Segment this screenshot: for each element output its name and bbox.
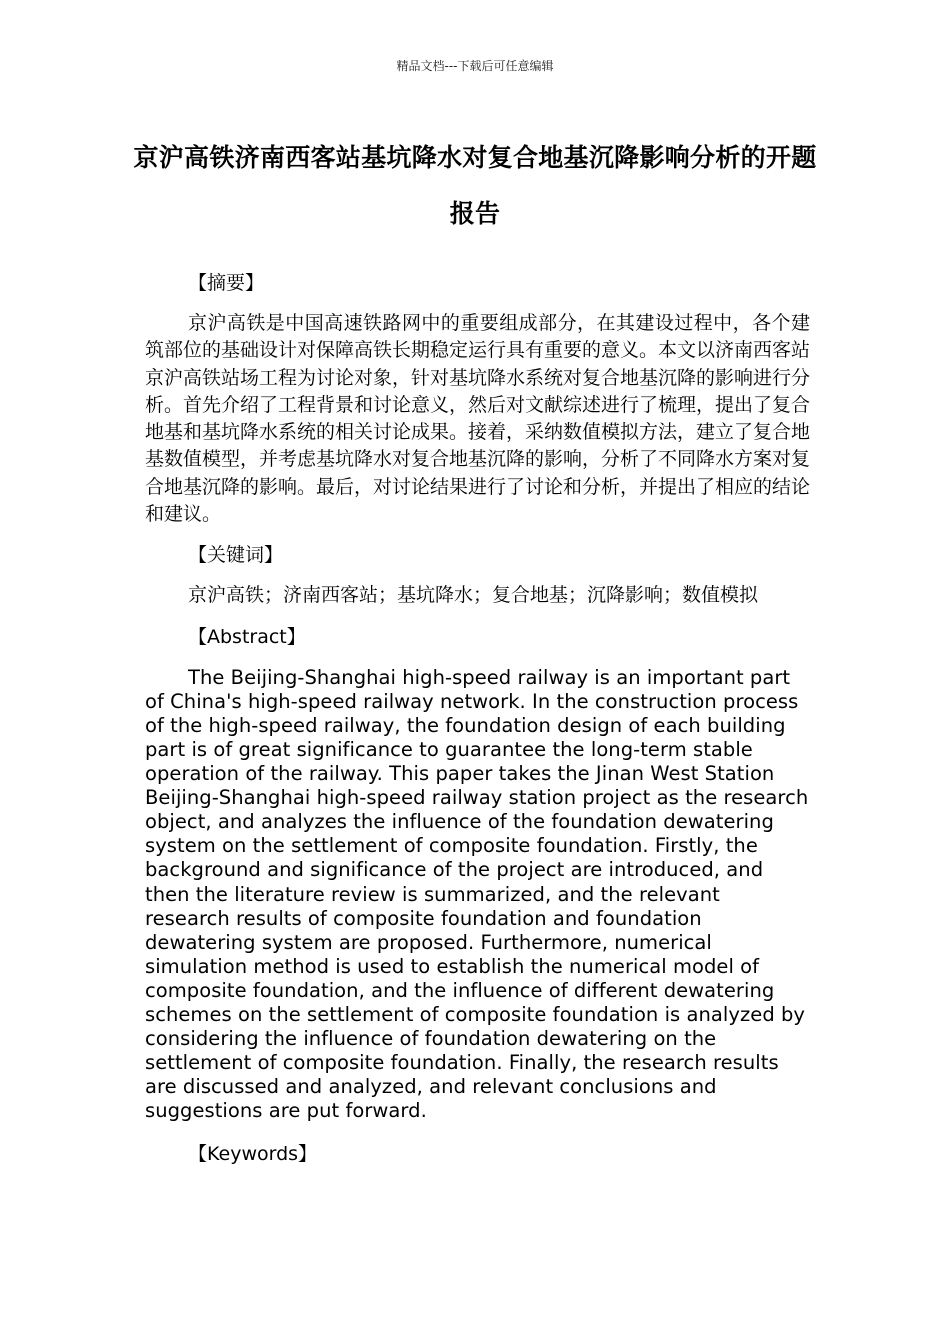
keywords-label-zh: 【关键词】 [188, 544, 284, 567]
abstract-label-en: 【Abstract】 [188, 625, 306, 648]
document-title: 京沪高铁济南西客站基坑降水对复合地基沉降影响分析的开题报告 [133, 143, 817, 228]
abstract-label-zh: 【摘要】 [188, 272, 265, 294]
keywords-paragraph-zh: 京沪高铁；济南西客站；基坑降水；复合地基；沉降影响；数值模拟 [188, 584, 759, 607]
abstract-paragraph-en: The Beijing-Shanghai high-speed railway is an important part of China's high-speed railway network. In the construction process of the high-speed railway, the foundation design of each building part is of great significance to guarantee the long-term stable operation of the railway. This paper takes the Jinan West Station Beijing-Shanghai high-speed railway station project as the research object, and analyzes the influence of the foundation dewatering system on the settlement of composite foundation. Firstly, the background and significance of the project are introduced, and then the literature review is summarized, and the relevant research results of composite foundation and foundation dewatering system are proposed. Furthermore, numerical simulation method is used to establish the numerical model of composite foundation, and the influence of different dewatering schemes on the settlement of composite foundation is analyzed by considering the influence of foundation dewatering on the settlement of composite foundation. Finally, the research results are discussed and analyzed, and relevant conclusions and suggestions are put forward. [145, 665, 809, 1123]
abstract-paragraph-zh: 京沪高铁是中国高速铁路网中的重要组成部分，在其建设过程中，各个建筑部位的基础设计对保障高铁长期稳定运行具有重要的意义。本文以济南西客站京沪高铁站场工程为讨论对象，针对基坑降水系统对复合地基沉降的影响进行分析。首先介绍了工程背景和讨论意义，然后对文献综述进行了梳理，提出了复合地基和基坑降水系统的相关讨论成果。接着，采纳数值模拟方法，建立了复合地基数值模型，并考虑基坑降水对复合地基沉降的影响，分析了不同降水方案对复合地基沉降的影响。最后，对讨论结果进行了讨论和分析，并提出了相应的结论和建议。 [145, 312, 811, 526]
header-note: 精品文档---下载后可任意编辑 [396, 59, 554, 73]
document-body [145, 268, 810, 1169]
keywords-label-en: 【Keywords】 [188, 1143, 318, 1166]
